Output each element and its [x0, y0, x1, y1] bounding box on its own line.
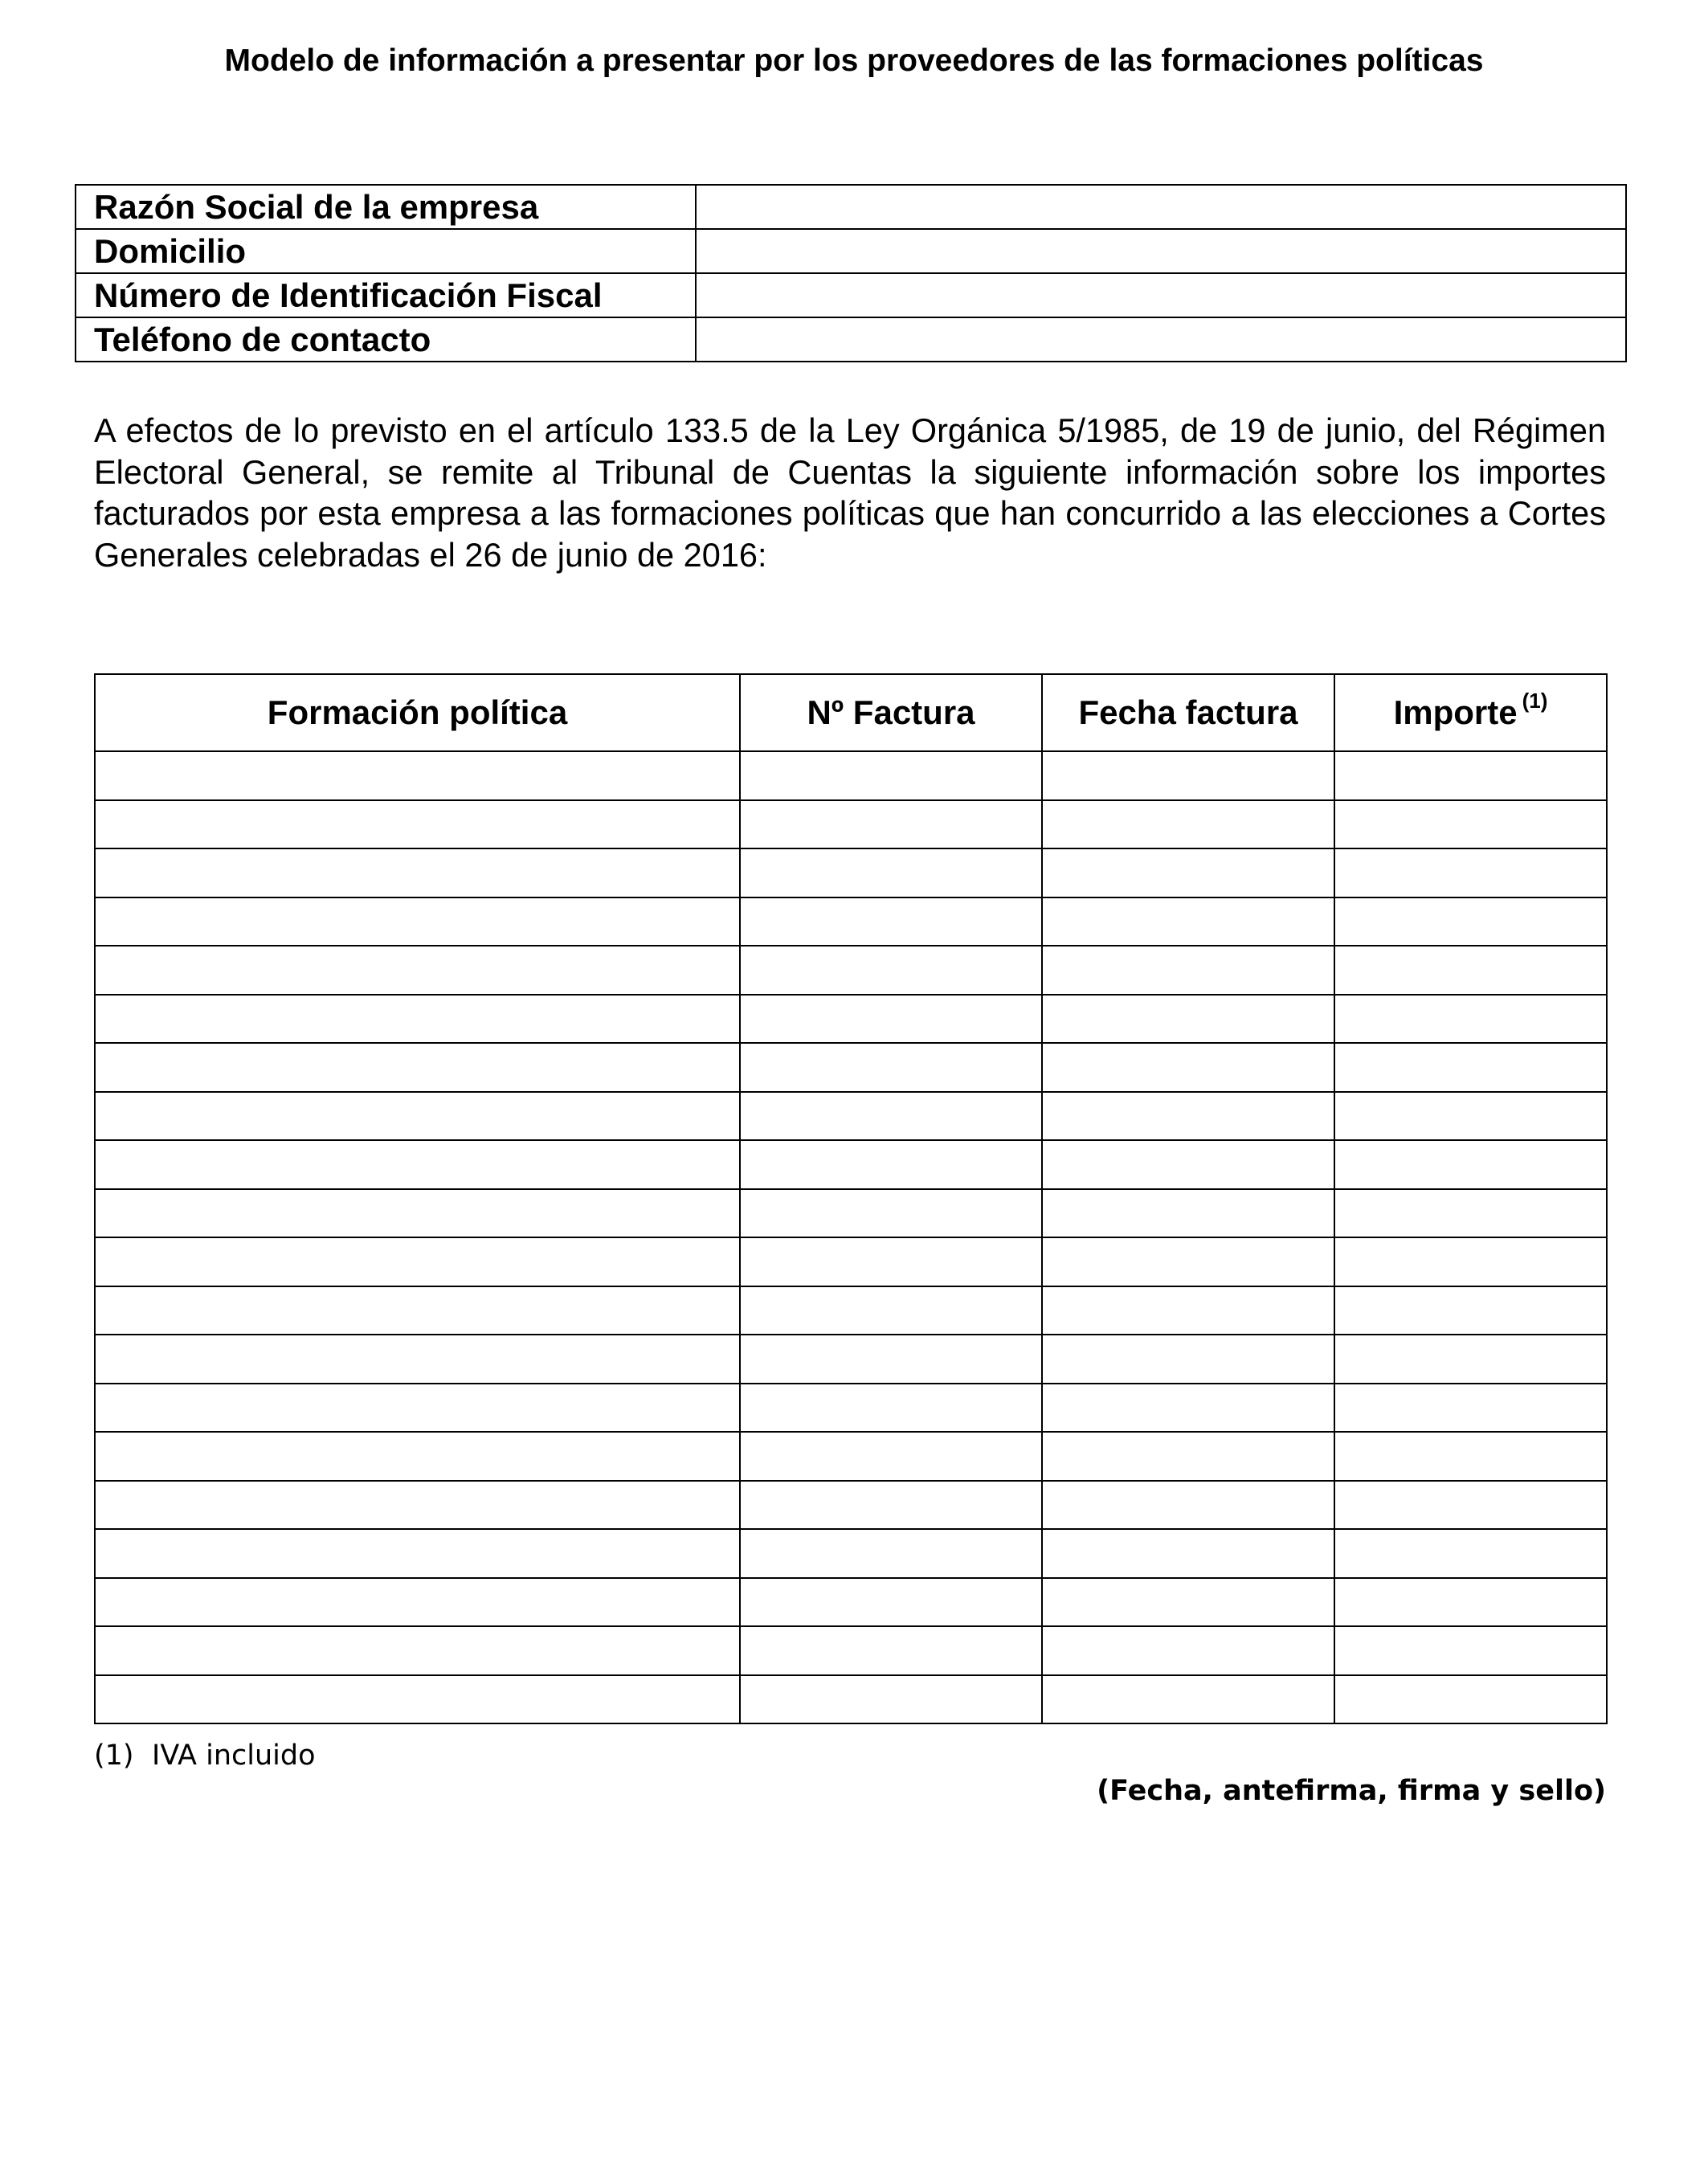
table-row	[95, 946, 1607, 995]
table-cell-importe[interactable]	[1334, 800, 1607, 849]
table-cell-numero-factura[interactable]	[740, 1140, 1042, 1189]
table-cell-importe[interactable]	[1334, 1626, 1607, 1675]
table-cell-importe[interactable]	[1334, 1237, 1607, 1286]
invoice-table	[94, 673, 1608, 1724]
table-cell-fecha-factura[interactable]	[1042, 1335, 1334, 1384]
table-cell-formacion[interactable]	[95, 751, 740, 800]
table-cell-importe[interactable]	[1334, 751, 1607, 800]
table-cell-importe[interactable]	[1334, 1529, 1607, 1578]
table-row	[95, 1335, 1607, 1384]
table-cell-fecha-factura[interactable]	[1042, 1043, 1334, 1092]
table-cell-formacion[interactable]	[95, 848, 740, 897]
table-cell-numero-factura[interactable]	[740, 1092, 1042, 1141]
table-row	[95, 1092, 1607, 1141]
table-cell-numero-factura[interactable]	[740, 897, 1042, 946]
footnote	[94, 1737, 316, 1774]
table-cell-fecha-factura[interactable]	[1042, 995, 1334, 1044]
company-row-domicilio	[76, 229, 1626, 273]
domicilio-field[interactable]	[696, 229, 1626, 273]
importe-footnote-marker: (1)	[1522, 689, 1548, 713]
table-row	[95, 1578, 1607, 1627]
table-cell-importe[interactable]	[1334, 1189, 1607, 1238]
telefono-label: Teléfono de contacto	[76, 317, 696, 362]
table-cell-fecha-factura[interactable]	[1042, 1578, 1334, 1627]
table-cell-numero-factura[interactable]	[740, 751, 1042, 800]
table-cell-fecha-factura[interactable]	[1042, 897, 1334, 946]
table-cell-numero-factura[interactable]	[740, 995, 1042, 1044]
intro-paragraph: A efectos de lo previsto en el artículo 133.5 de la Ley Orgánica 5/1985, de 19 de junio, del Régimen Electoral General, se remite al Tribunal de Cuentas la siguiente información sobre los importes facturados por esta empresa a las formaciones políticas que han concurrido a las elecciones a Cortes Generales celebradas el 26 de junio de 2016:	[94, 411, 1606, 574]
table-cell-fecha-factura[interactable]	[1042, 1481, 1334, 1530]
table-cell-fecha-factura[interactable]	[1042, 946, 1334, 995]
table-cell-formacion[interactable]	[95, 800, 740, 849]
table-cell-numero-factura[interactable]	[740, 848, 1042, 897]
table-cell-fecha-factura[interactable]	[1042, 1189, 1334, 1238]
table-cell-fecha-factura[interactable]	[1042, 1384, 1334, 1433]
table-cell-importe[interactable]	[1334, 1481, 1607, 1530]
page-title: Modelo de información a presentar por los proveedores de las formaciones políticas	[224, 43, 1484, 78]
footnote-text: IVA incluido	[152, 1740, 316, 1772]
table-cell-formacion[interactable]	[95, 1675, 740, 1724]
table-cell-formacion[interactable]	[95, 1092, 740, 1141]
table-cell-numero-factura[interactable]	[740, 1286, 1042, 1335]
column-header-fecha-factura: Fecha factura	[1042, 674, 1334, 751]
table-row	[95, 1237, 1607, 1286]
table-cell-formacion[interactable]	[95, 946, 740, 995]
table-cell-fecha-factura[interactable]	[1042, 848, 1334, 897]
table-cell-fecha-factura[interactable]	[1042, 1529, 1334, 1578]
table-cell-numero-factura[interactable]	[740, 1481, 1042, 1530]
table-row	[95, 1286, 1607, 1335]
table-cell-formacion[interactable]	[95, 1043, 740, 1092]
table-cell-importe[interactable]	[1334, 1140, 1607, 1189]
table-cell-formacion[interactable]	[95, 897, 740, 946]
table-cell-importe[interactable]	[1334, 1335, 1607, 1384]
table-cell-importe[interactable]	[1334, 946, 1607, 995]
table-row	[95, 897, 1607, 946]
table-cell-importe[interactable]	[1334, 1286, 1607, 1335]
company-row-telefono	[76, 317, 1626, 362]
column-header-formacion: Formación política	[95, 674, 740, 751]
table-row	[95, 1043, 1607, 1092]
company-info-table	[75, 184, 1627, 362]
table-cell-fecha-factura[interactable]	[1042, 1092, 1334, 1141]
table-cell-numero-factura[interactable]	[740, 1675, 1042, 1724]
column-header-importe	[1334, 674, 1607, 751]
company-row-razon-social	[76, 185, 1626, 229]
company-row-nif	[76, 273, 1626, 317]
table-row	[95, 1675, 1607, 1724]
table-cell-importe[interactable]	[1334, 1432, 1607, 1481]
table-cell-numero-factura[interactable]	[740, 1529, 1042, 1578]
table-cell-formacion[interactable]	[95, 1432, 740, 1481]
table-cell-fecha-factura[interactable]	[1042, 1286, 1334, 1335]
table-row	[95, 1529, 1607, 1578]
table-cell-formacion[interactable]	[95, 1578, 740, 1627]
table-cell-fecha-factura[interactable]	[1042, 1626, 1334, 1675]
table-cell-importe[interactable]	[1334, 1043, 1607, 1092]
table-row	[95, 848, 1607, 897]
table-cell-importe[interactable]	[1334, 848, 1607, 897]
domicilio-label: Domicilio	[76, 229, 696, 273]
table-cell-formacion[interactable]	[95, 1237, 740, 1286]
table-cell-formacion[interactable]	[95, 1286, 740, 1335]
table-cell-numero-factura[interactable]	[740, 800, 1042, 849]
table-cell-fecha-factura[interactable]	[1042, 1140, 1334, 1189]
table-cell-importe[interactable]	[1334, 1092, 1607, 1141]
razon-social-field[interactable]	[696, 185, 1626, 229]
nif-field[interactable]	[696, 273, 1626, 317]
table-cell-fecha-factura[interactable]	[1042, 751, 1334, 800]
table-cell-importe[interactable]	[1334, 995, 1607, 1044]
table-row	[95, 1140, 1607, 1189]
table-cell-importe[interactable]	[1334, 897, 1607, 946]
table-cell-fecha-factura[interactable]	[1042, 800, 1334, 849]
telefono-field[interactable]	[696, 317, 1626, 362]
nif-label: Número de Identificación Fiscal	[76, 273, 696, 317]
table-cell-numero-factura[interactable]	[740, 1578, 1042, 1627]
table-cell-numero-factura[interactable]	[740, 1626, 1042, 1675]
table-cell-formacion[interactable]	[95, 1189, 740, 1238]
table-cell-importe[interactable]	[1334, 1384, 1607, 1433]
table-row	[95, 1481, 1607, 1530]
table-cell-fecha-factura[interactable]	[1042, 1432, 1334, 1481]
table-cell-numero-factura[interactable]	[740, 1043, 1042, 1092]
table-cell-importe[interactable]	[1334, 1578, 1607, 1627]
table-row	[95, 800, 1607, 849]
table-cell-fecha-factura[interactable]	[1042, 1237, 1334, 1286]
table-cell-importe[interactable]	[1334, 1675, 1607, 1724]
footnote-number: (1)	[94, 1740, 134, 1772]
importe-label: Importe	[1393, 693, 1518, 731]
column-header-numero-factura: Nº Factura	[740, 674, 1042, 751]
invoice-header-row	[95, 674, 1607, 751]
table-cell-numero-factura[interactable]	[740, 1384, 1042, 1433]
table-row	[95, 995, 1607, 1044]
table-cell-formacion[interactable]	[95, 1481, 740, 1530]
table-cell-numero-factura[interactable]	[740, 1432, 1042, 1481]
table-cell-formacion[interactable]	[95, 1529, 740, 1578]
table-cell-formacion[interactable]	[95, 995, 740, 1044]
table-cell-fecha-factura[interactable]	[1042, 1675, 1334, 1724]
table-row	[95, 1384, 1607, 1433]
table-cell-numero-factura[interactable]	[740, 946, 1042, 995]
table-row	[95, 1189, 1607, 1238]
table-cell-numero-factura[interactable]	[740, 1237, 1042, 1286]
table-cell-formacion[interactable]	[95, 1384, 740, 1433]
invoice-table-body	[95, 751, 1607, 1723]
table-row	[95, 751, 1607, 800]
table-cell-numero-factura[interactable]	[740, 1189, 1042, 1238]
table-row	[95, 1432, 1607, 1481]
table-cell-formacion[interactable]	[95, 1335, 740, 1384]
razon-social-label: Razón Social de la empresa	[76, 185, 696, 229]
table-cell-numero-factura[interactable]	[740, 1335, 1042, 1384]
table-cell-formacion[interactable]	[95, 1626, 740, 1675]
table-cell-formacion[interactable]	[95, 1140, 740, 1189]
signature-note: (Fecha, antefirma, firma y sello)	[1097, 1775, 1606, 1807]
table-row	[95, 1626, 1607, 1675]
